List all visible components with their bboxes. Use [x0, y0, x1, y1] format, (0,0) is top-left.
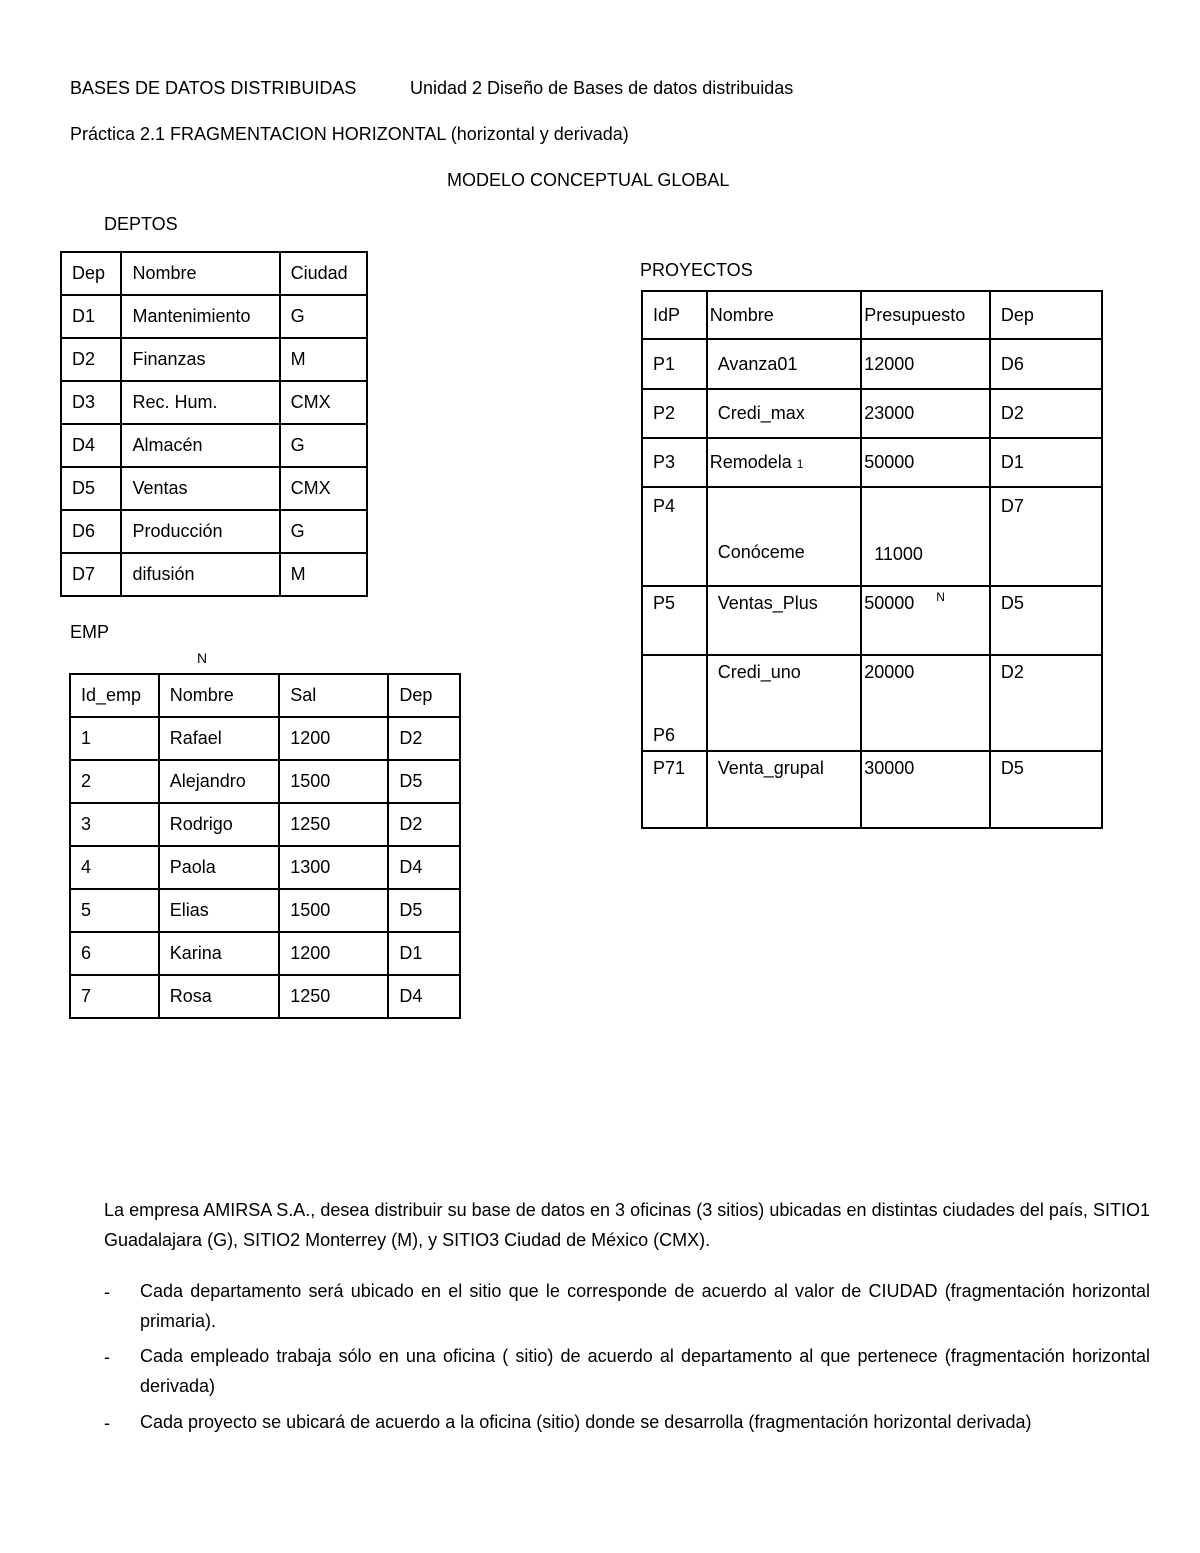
table-cell: D5: [61, 467, 121, 510]
course-title: BASES DE DATOS DISTRIBUIDAS: [70, 78, 357, 98]
deptos-label: DEPTOS: [104, 214, 178, 234]
table-row: [61, 467, 367, 510]
table-cell: D7: [990, 487, 1102, 586]
table-cell: 7: [70, 975, 159, 1018]
table-cell: D4: [61, 424, 121, 467]
table-cell: D2: [990, 655, 1102, 751]
header-cell: Id_emp: [70, 674, 159, 717]
table-row: [70, 717, 460, 760]
table-cell: Producción: [121, 510, 279, 553]
table-cell: P6: [642, 655, 707, 751]
table-cell: 1: [70, 717, 159, 760]
table-cell: G: [280, 510, 367, 553]
table-cell: [707, 438, 862, 487]
table-row: [61, 295, 367, 338]
table-cell: D2: [388, 717, 460, 760]
table-cell: CMX: [280, 381, 367, 424]
bullet-item: Cada departamento será ubicado en el sitio que le corresponde de acuerdo al valor de CIUDAD (fragmentación horizontal primaria).: [140, 1281, 1150, 1331]
table-cell: 6: [70, 932, 159, 975]
table-cell: D5: [388, 889, 460, 932]
model-title: MODELO CONCEPTUAL GLOBAL: [447, 170, 730, 190]
table-cell: M: [280, 553, 367, 596]
table-row: [61, 553, 367, 596]
table-cell: Venta_grupal: [707, 751, 862, 828]
table-cell: D6: [61, 510, 121, 553]
table-cell: 50000: [861, 438, 990, 487]
table-cell: 1200: [279, 932, 388, 975]
proyectos-table: [641, 290, 1103, 829]
proyecto-id-suffix: 1: [675, 758, 686, 778]
table-cell: D5: [388, 760, 460, 803]
table-row: [642, 438, 1102, 487]
presupuesto-note: N: [936, 590, 945, 604]
header-cell: Dep: [388, 674, 460, 717]
table-cell: Paola: [159, 846, 280, 889]
table-row: [70, 846, 460, 889]
unit-title: Unidad 2 Diseño de Bases de datos distribuidas: [410, 78, 794, 98]
table-row: [642, 655, 1102, 751]
bullet-item: Cada empleado trabaja sólo en una oficina ( sitio) de acuerdo al departamento al que pertenece (fragmentación horizontal derivada): [140, 1346, 1150, 1396]
table-cell: 12000: [861, 339, 990, 389]
bullet-marker: -: [104, 1347, 110, 1367]
table-cell: D2: [388, 803, 460, 846]
table-row: [642, 389, 1102, 438]
table-cell: D1: [990, 438, 1102, 487]
table-row: [642, 586, 1102, 655]
proyecto-nombre: Remodela: [709, 452, 792, 472]
table-cell: D3: [61, 381, 121, 424]
table-cell: [861, 586, 990, 655]
table-row: [70, 889, 460, 932]
header-cell: Dep: [61, 252, 121, 295]
table-cell: Ventas_Plus: [707, 586, 862, 655]
table-cell: [642, 751, 707, 828]
bullet-item: Cada proyecto se ubicará de acuerdo a la oficina (sitio) donde se desarrolla (fragmentación horizontal derivada): [140, 1412, 1032, 1432]
table-row: [642, 751, 1102, 828]
table-cell: 20000: [861, 655, 990, 751]
header-cell: IdP: [642, 291, 707, 339]
table-cell: Alejandro: [159, 760, 280, 803]
table-cell: 1250: [279, 803, 388, 846]
table-cell: 1200: [279, 717, 388, 760]
table-cell: Rodrigo: [159, 803, 280, 846]
table-cell: CMX: [280, 467, 367, 510]
table-row: [70, 975, 460, 1018]
proyecto-presupuesto: 50000: [864, 593, 915, 613]
table-row: [70, 932, 460, 975]
table-row: [61, 424, 367, 467]
header-cell: Ciudad: [280, 252, 367, 295]
table-cell: Credi_max: [707, 389, 862, 438]
table-cell: 30000: [861, 751, 990, 828]
table-cell: 1300: [279, 846, 388, 889]
table-row: [61, 381, 367, 424]
proyectos-label: PROYECTOS: [640, 260, 753, 280]
table-cell: G: [280, 424, 367, 467]
table-cell: Elias: [159, 889, 280, 932]
deptos-table: [60, 251, 368, 597]
table-cell: Rec. Hum.: [121, 381, 279, 424]
table-cell: D1: [61, 295, 121, 338]
table-cell: 1500: [279, 889, 388, 932]
table-cell: Ventas: [121, 467, 279, 510]
table-row: [61, 338, 367, 381]
intro-paragraph: La empresa AMIRSA S.A., desea distribuir su base de datos en 3 oficinas (3 sitios) ubicadas en distintas ciudades del país, SITIO1 Guadalajara (G), SITIO2 Monterrey (M), y SITIO3 Ciudad de México (CMX).: [104, 1200, 1150, 1250]
table-cell: 11000: [861, 487, 990, 586]
table-row: [70, 803, 460, 846]
table-cell: D5: [990, 586, 1102, 655]
table-cell: D4: [388, 846, 460, 889]
table-cell: P5: [642, 586, 707, 655]
table-cell: 1500: [279, 760, 388, 803]
table-cell: D2: [61, 338, 121, 381]
table-cell: 1250: [279, 975, 388, 1018]
proyecto-nombre-suffix: 1: [796, 457, 804, 471]
table-cell: difusión: [121, 553, 279, 596]
table-row: [642, 487, 1102, 586]
header-cell: Nombre: [707, 291, 862, 339]
table-cell: P2: [642, 389, 707, 438]
header-cell: Dep: [990, 291, 1102, 339]
table-cell: 4: [70, 846, 159, 889]
table-header-row: [61, 252, 367, 295]
table-cell: M: [280, 338, 367, 381]
header-cell: Nombre: [121, 252, 279, 295]
table-header-row: [70, 674, 460, 717]
table-cell: D2: [990, 389, 1102, 438]
table-cell: G: [280, 295, 367, 338]
emp-table: [69, 673, 461, 1019]
table-cell: D5: [990, 751, 1102, 828]
table-cell: D6: [990, 339, 1102, 389]
table-cell: Karina: [159, 932, 280, 975]
table-cell: P1: [642, 339, 707, 389]
emp-label: EMP: [70, 622, 110, 642]
table-row: [642, 339, 1102, 389]
table-cell: Conóceme: [707, 487, 862, 586]
table-cell: D1: [388, 932, 460, 975]
table-row: [61, 510, 367, 553]
table-cell: Mantenimiento: [121, 295, 279, 338]
table-cell: D7: [61, 553, 121, 596]
table-row: [70, 760, 460, 803]
table-cell: 5: [70, 889, 159, 932]
table-cell: Rosa: [159, 975, 280, 1018]
table-header-row: [642, 291, 1102, 339]
bullet-marker: -: [104, 1413, 110, 1433]
header-cell: Nombre: [159, 674, 280, 717]
header-cell: Presupuesto: [861, 291, 990, 339]
table-cell: 23000: [861, 389, 990, 438]
table-cell: Almacén: [121, 424, 279, 467]
table-cell: P4: [642, 487, 707, 586]
header-cell: Sal: [279, 674, 388, 717]
bullet-marker: -: [104, 1282, 110, 1302]
table-cell: 3: [70, 803, 159, 846]
table-cell: Avanza01: [707, 339, 862, 389]
proyecto-id: P7: [653, 758, 676, 778]
table-cell: Finanzas: [121, 338, 279, 381]
table-cell: Rafael: [159, 717, 280, 760]
table-cell: P3: [642, 438, 707, 487]
table-cell: D4: [388, 975, 460, 1018]
emp-cardinality-n: N: [197, 650, 208, 666]
table-cell: Credi_uno: [707, 655, 862, 751]
practice-title: Práctica 2.1 FRAGMENTACION HORIZONTAL (horizontal y derivada): [70, 124, 629, 144]
table-cell: 2: [70, 760, 159, 803]
